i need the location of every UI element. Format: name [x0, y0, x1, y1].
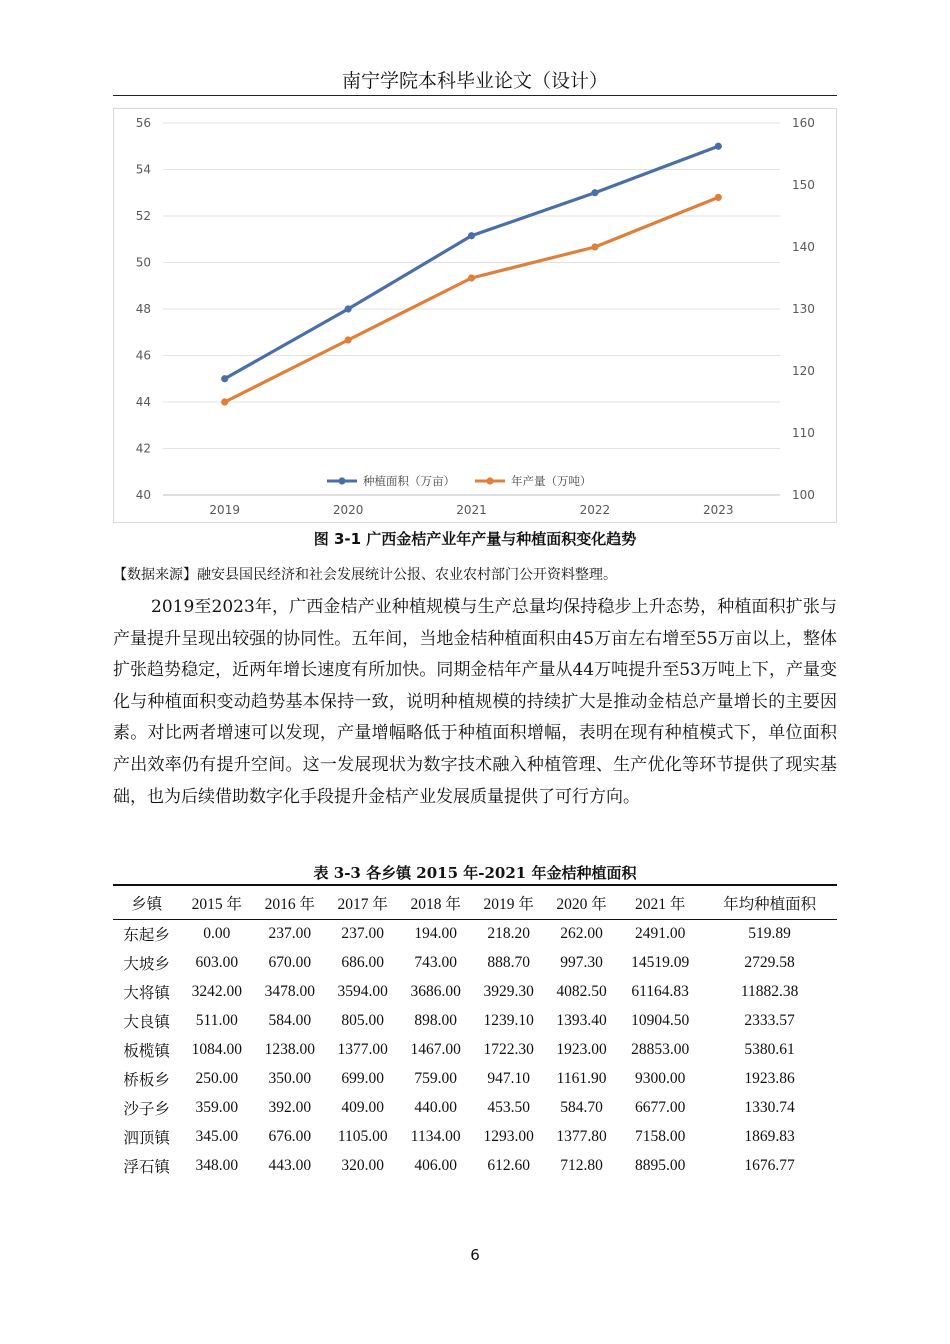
table-header-cell: 年均种植面积	[702, 885, 837, 920]
table-cell: 28853.00	[631, 1041, 690, 1058]
legend-swatch-marker	[486, 477, 493, 484]
table-cell: 1161.90	[556, 1069, 607, 1087]
table-header-cell: 乡镇	[113, 885, 180, 920]
table-cell: 3594.00	[337, 983, 388, 1001]
table-row-label: 大将镇	[123, 985, 170, 1003]
table-cell: 6677.00	[634, 1098, 686, 1116]
table-cell: 4082.50	[556, 983, 607, 1001]
table-cell: 262.00	[560, 925, 603, 943]
table-header-cell: 2019 年	[472, 885, 545, 920]
table-cell: 345.00	[195, 1127, 239, 1145]
table-cell: 584.00	[268, 1012, 312, 1030]
table-cell: 1722.30	[483, 1041, 534, 1058]
page-header-title: 南宁学院本科毕业论文（设计）	[341, 70, 608, 92]
table-header-cell: 2018 年	[399, 885, 472, 920]
y-left-tick-label: 46	[135, 348, 151, 363]
chart-frame	[114, 109, 837, 523]
table-cell: 670.00	[268, 954, 312, 972]
data-point-series-1	[591, 189, 598, 196]
y-right-tick-label: 130	[792, 302, 815, 316]
data-point-series-1	[221, 375, 228, 382]
table-cell: 3686.00	[410, 983, 461, 1001]
table-cell: 511.00	[195, 1012, 238, 1030]
table-cell: 1330.74	[744, 1098, 795, 1116]
table-cell: 2729.58	[744, 954, 795, 972]
table-row	[113, 1036, 837, 1065]
x-tick-label: 2022	[579, 503, 611, 517]
table-cell: 350.00	[268, 1069, 312, 1087]
table-cell: 5380.61	[744, 1041, 795, 1058]
table-cell: 2333.57	[744, 1012, 795, 1030]
table-cell: 1134.00	[410, 1127, 461, 1145]
table-cell: 11882.38	[740, 983, 799, 1001]
table-header-cell: 2021 年	[618, 885, 702, 920]
table-cell: 392.00	[268, 1098, 312, 1116]
data-point-series-1	[468, 232, 475, 239]
table-cell: 1923.86	[744, 1069, 795, 1087]
data-point-series-2	[345, 336, 352, 343]
table-row-label: 板榄镇	[123, 1043, 170, 1060]
table-cell: 584.70	[560, 1098, 603, 1116]
y-right-tick-label: 140	[792, 240, 815, 254]
table-cell: 1239.10	[483, 1012, 534, 1030]
y-left-tick-label: 56	[135, 116, 151, 130]
table-cell: 453.50	[487, 1098, 530, 1116]
x-tick-label: 2023	[703, 503, 734, 517]
table-cell: 8895.00	[634, 1156, 686, 1174]
table-cell: 519.89	[748, 925, 791, 943]
y-left-tick-label: 50	[135, 255, 151, 270]
table-cell: 359.00	[195, 1098, 239, 1116]
table-row	[113, 949, 837, 978]
y-left-tick-label: 44	[135, 395, 151, 409]
data-point-series-2	[715, 194, 722, 201]
table-cell: 237.00	[268, 925, 312, 943]
legend-label: 种植面积（万亩）	[363, 474, 455, 488]
table-header-cell: 2015 年	[180, 885, 253, 920]
table-cell: 1105.00	[337, 1127, 388, 1145]
y-left-tick-label: 54	[135, 162, 151, 177]
table-cell: 1377.80	[556, 1127, 607, 1145]
table-cell: 1869.83	[744, 1127, 795, 1145]
table-header-cell: 2020 年	[545, 885, 618, 920]
table-cell: 443.00	[268, 1156, 312, 1174]
x-tick-label: 2019	[209, 503, 240, 517]
table-row	[113, 1122, 837, 1151]
table-cell: 712.80	[560, 1156, 603, 1174]
table-cell: 1923.00	[556, 1041, 607, 1058]
table-row	[113, 1007, 837, 1036]
table-row-label: 泗顶镇	[123, 1129, 170, 1147]
table-cell: 805.00	[341, 1012, 385, 1030]
table-row-label: 浮石镇	[123, 1158, 170, 1176]
table-row	[113, 1064, 837, 1093]
body-paragraph: 2019至2023年，广西金桔产业种植规模与生产总量均保持稳步上升态势，种植面积扩张与产量提升呈现出较强的协同性。五年间，当地金桔种植面积由45万亩左右增至55万亩以上，整体扩张趋势稳定，近两年增长速度有所加快。同期金桔年产量从44万吨提升至53万吨上下，产量变化与种植面积变动趋势基本保持一致，说明种植规模的持续扩大是推动金桔总产量增长的主要因素。对比两者增速可以发现，产量增幅略低于种植面积增幅，表明在现有种植模式下，单位面积产出效率仍有提升空间。这一发展现状为数字技术融入种植管理、生产优化等环节提供了现实基础，也为后续借助数字化手段提升金桔产业发展质量提供了可行方向。	[113, 597, 837, 807]
table-cell: 1393.40	[556, 1012, 607, 1030]
legend-label: 年产量（万吨）	[511, 474, 592, 488]
table-cell: 9300.00	[634, 1069, 686, 1087]
data-point-series-2	[591, 243, 598, 250]
page-number: 6	[470, 1246, 480, 1264]
table-cell: 61164.83	[631, 983, 689, 1001]
table-cell: 1676.77	[744, 1156, 795, 1174]
table-cell: 3478.00	[264, 983, 315, 1001]
table-header-cell: 2017 年	[326, 885, 399, 920]
data-point-series-2	[221, 398, 228, 405]
table-cell: 612.60	[487, 1156, 530, 1174]
table-cell: 10904.50	[631, 1012, 690, 1030]
table-cell: 888.70	[487, 954, 530, 972]
table-cell: 686.00	[341, 954, 385, 972]
table-title: 表 3-3 各乡镇 2015 年-2021 年金桔种植面积	[313, 864, 637, 882]
x-tick-label: 2020	[332, 503, 364, 517]
legend-swatch-marker	[338, 477, 345, 484]
data-source-note: 【数据来源】融安县国民经济和社会发展统计公报、农业农村部门公开资料整理。	[113, 567, 617, 583]
table-cell: 759.00	[414, 1069, 457, 1087]
table-cell: 348.00	[195, 1156, 239, 1174]
chart-svg	[113, 108, 837, 523]
table-cell: 3929.30	[483, 983, 534, 1001]
table-cell: 3242.00	[191, 983, 242, 1001]
table-cell: 603.00	[195, 954, 239, 972]
table-row-label: 桥板乡	[123, 1071, 170, 1089]
town-area-table	[113, 884, 837, 1180]
table-row	[113, 1151, 837, 1180]
header-rule	[113, 95, 837, 96]
line-chart	[113, 108, 837, 523]
data-point-series-1	[345, 305, 352, 312]
table-cell: 1084.00	[191, 1041, 242, 1058]
figure-caption: 图 3-1 广西金桔产业年产量与种植面积变化趋势	[313, 530, 637, 548]
table-cell: 250.00	[195, 1069, 239, 1087]
table-header-row	[113, 885, 837, 920]
table-row	[113, 978, 837, 1007]
y-left-tick-label: 40	[135, 488, 151, 502]
table-cell: 237.00	[341, 925, 385, 943]
data-point-series-2	[468, 274, 475, 281]
table-cell: 997.30	[560, 954, 603, 972]
table-cell: 676.00	[268, 1127, 312, 1145]
table-cell: 409.00	[341, 1098, 385, 1116]
y-right-tick-label: 160	[792, 116, 815, 130]
table-cell: 320.00	[341, 1156, 385, 1174]
table-body	[113, 920, 837, 1181]
y-left-tick-label: 48	[135, 302, 151, 316]
table-cell: 743.00	[414, 954, 457, 972]
y-right-tick-label: 110	[792, 426, 815, 440]
y-right-tick-label: 120	[792, 364, 815, 378]
table-row-label: 大坡乡	[123, 956, 170, 974]
table-row-label: 东起乡	[123, 927, 170, 945]
table-cell: 194.00	[414, 925, 457, 943]
table-cell: 406.00	[414, 1156, 457, 1174]
data-point-series-1	[715, 143, 722, 150]
table-cell: 699.00	[341, 1069, 385, 1087]
table-cell: 1238.00	[264, 1041, 315, 1058]
table-cell: 218.20	[487, 925, 530, 943]
table-row	[113, 920, 837, 949]
y-right-tick-label: 150	[792, 178, 815, 192]
table-cell: 947.10	[487, 1069, 530, 1087]
table-cell: 7158.00	[634, 1127, 686, 1145]
table-row-label: 大良镇	[123, 1014, 170, 1032]
table-row	[113, 1093, 837, 1122]
table-row-label: 沙子乡	[123, 1100, 170, 1118]
x-tick-label: 2021	[456, 503, 487, 517]
table-cell: 1377.00	[337, 1041, 388, 1058]
table-cell: 1467.00	[410, 1041, 461, 1058]
table-cell: 898.00	[414, 1012, 457, 1030]
table-cell: 2491.00	[634, 925, 686, 943]
table-cell: 440.00	[414, 1098, 457, 1116]
y-left-tick-label: 52	[135, 209, 151, 223]
y-left-tick-label: 42	[135, 441, 151, 456]
y-right-tick-label: 100	[792, 488, 815, 502]
table-header-cell: 2016 年	[253, 885, 326, 920]
table-cell: 14519.09	[631, 954, 690, 972]
table-cell: 0.00	[203, 925, 231, 943]
table-cell: 1293.00	[483, 1127, 534, 1145]
